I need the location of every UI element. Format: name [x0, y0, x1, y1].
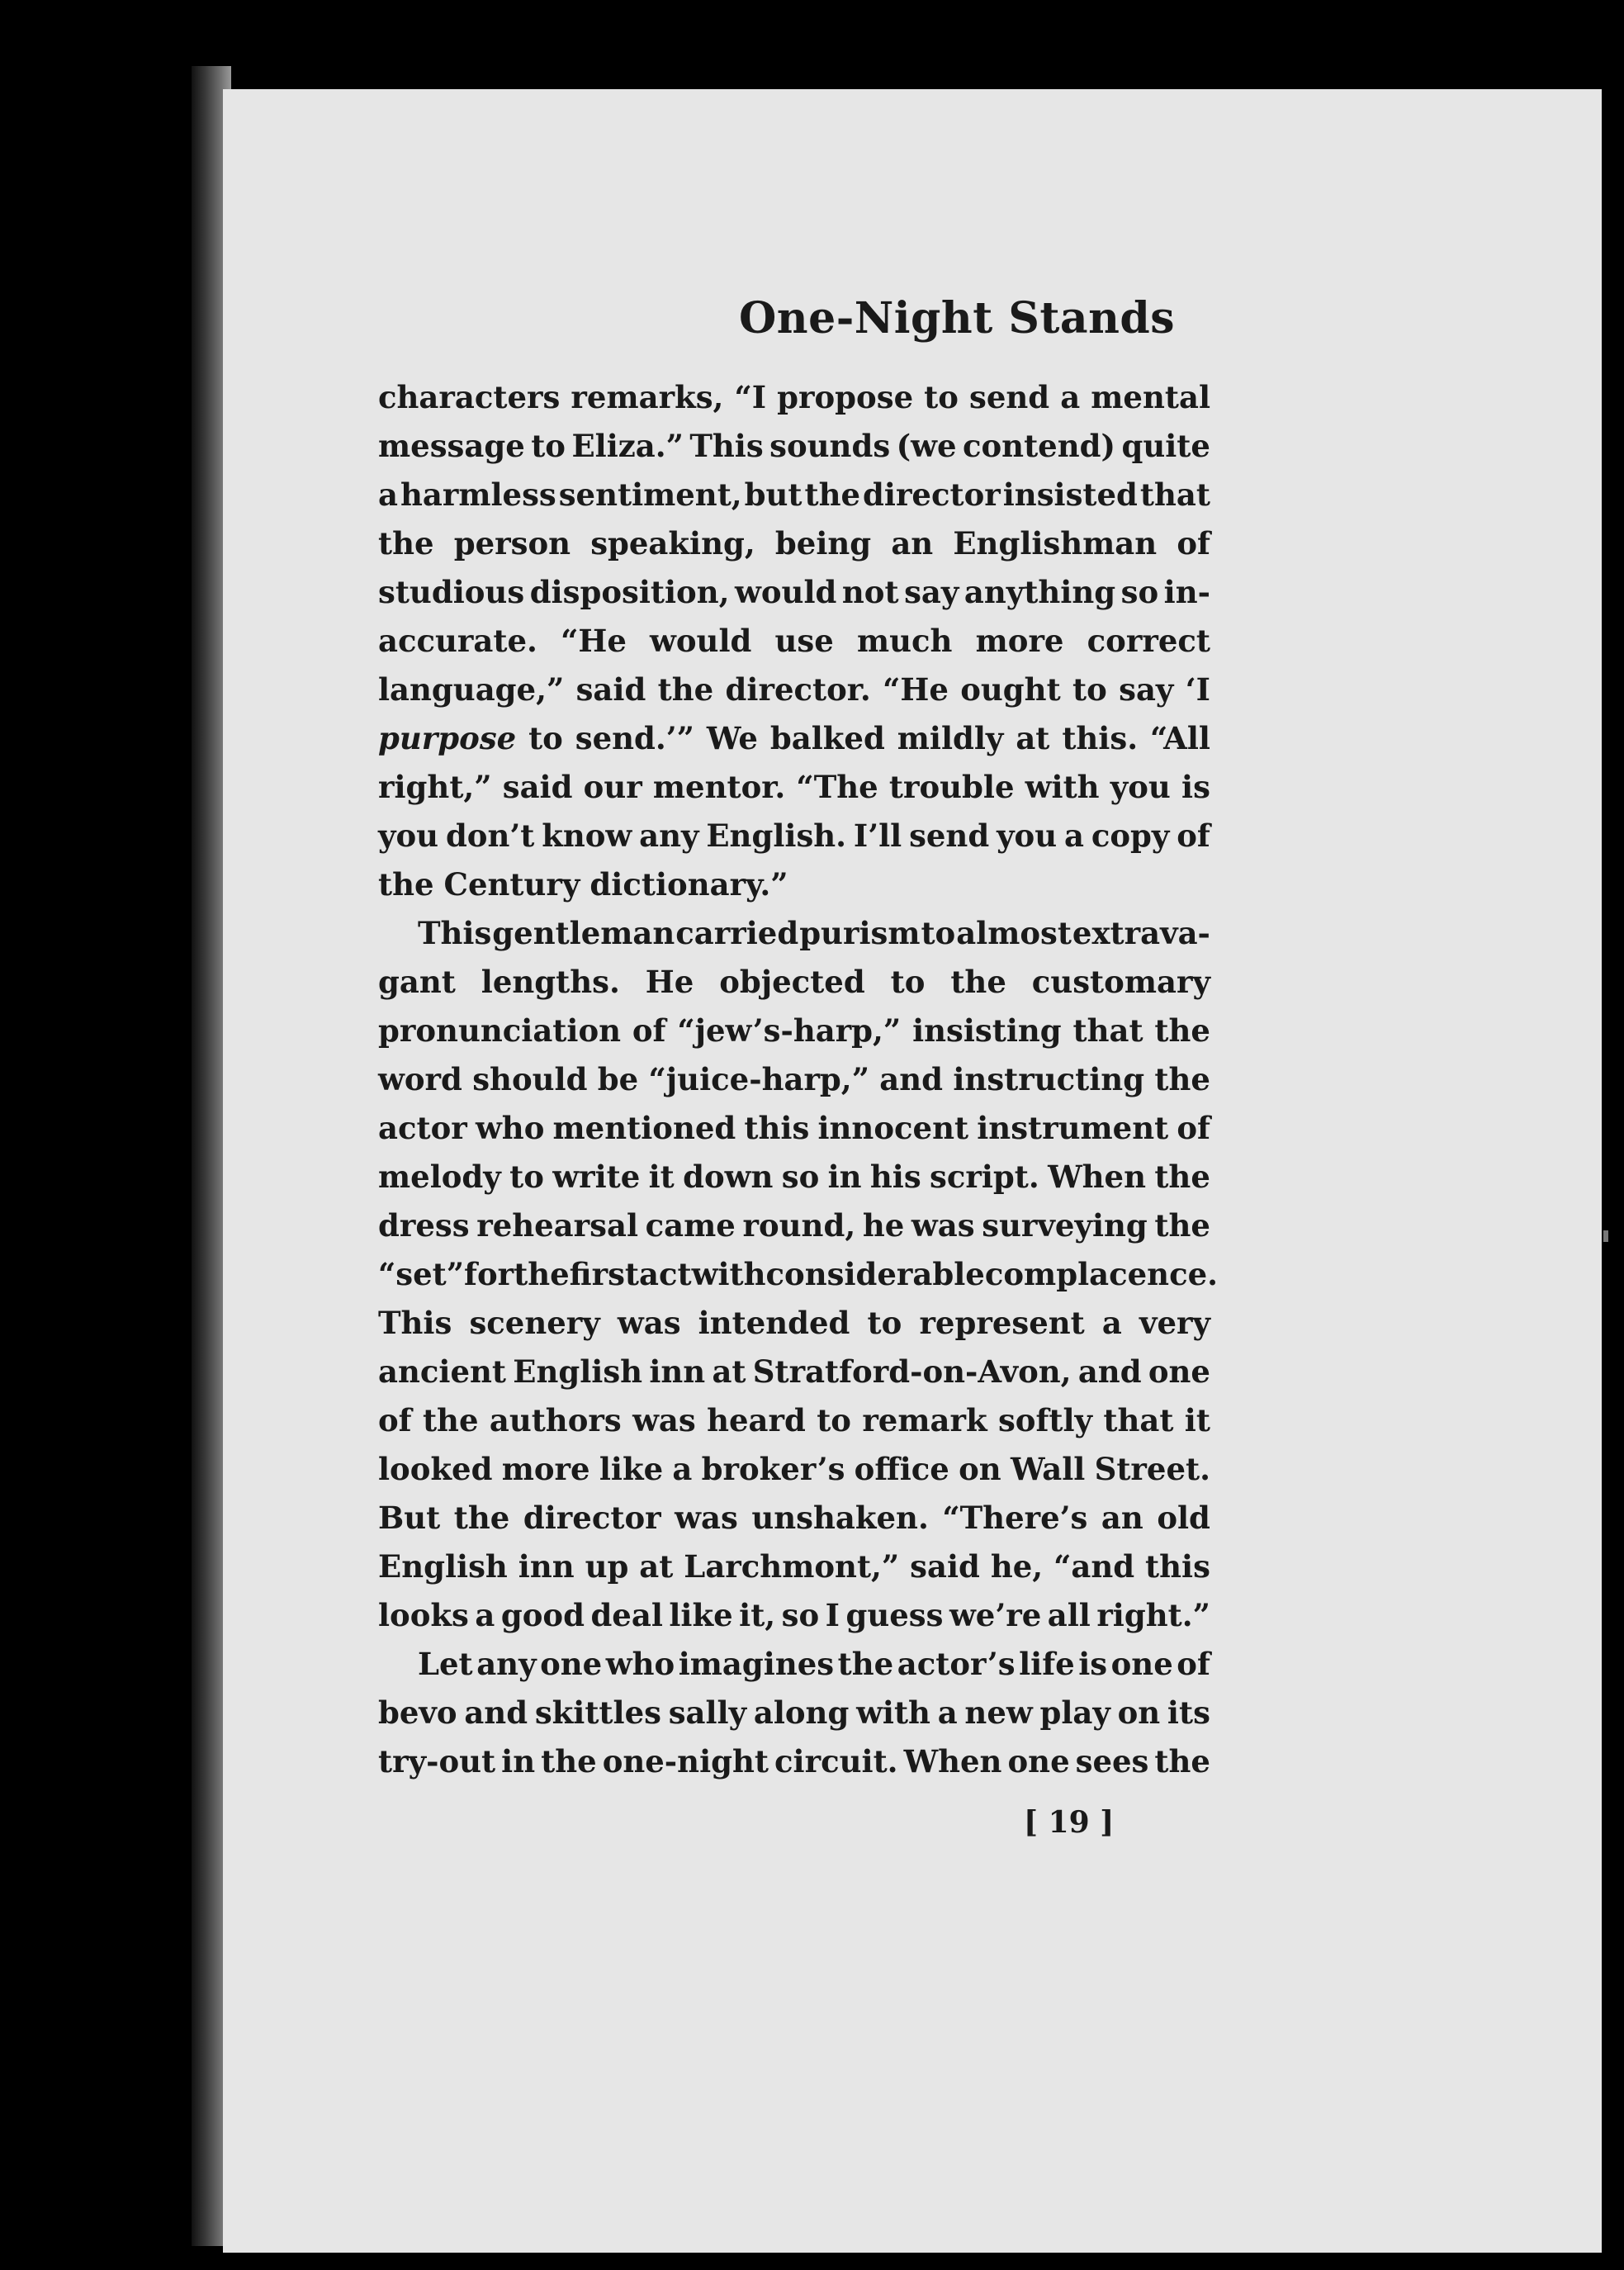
word: language,”: [378, 671, 565, 708]
word: correct: [1087, 623, 1210, 659]
word: the: [1154, 1012, 1210, 1049]
word: at: [712, 1353, 746, 1390]
word: actor’s: [897, 1646, 1016, 1682]
word: the: [804, 476, 861, 513]
word: play: [1039, 1694, 1110, 1731]
word: to: [921, 915, 956, 951]
word: “jew’s-harp,”: [677, 1012, 902, 1049]
text-line: [378, 714, 1210, 763]
word: so: [781, 1159, 820, 1195]
word: pronunciation: [378, 1012, 622, 1049]
word: When: [1048, 1159, 1146, 1195]
word: circuit.: [774, 1743, 898, 1780]
text-line: [378, 1201, 1210, 1250]
word: director: [523, 1500, 661, 1536]
word: “There’s: [942, 1500, 1088, 1536]
word: like: [599, 1451, 664, 1487]
word: balked: [769, 720, 885, 756]
word: you: [1110, 769, 1171, 805]
word: first: [569, 1256, 639, 1292]
word: down: [683, 1159, 774, 1195]
word: he,: [990, 1548, 1044, 1585]
word: (we: [896, 428, 957, 464]
word: on: [1117, 1694, 1161, 1731]
word: mental: [1091, 379, 1210, 415]
word: an: [1101, 1500, 1143, 1536]
word: it: [1184, 1402, 1210, 1438]
word: English.: [706, 817, 847, 854]
word: ‘I: [1185, 671, 1210, 708]
word: anything: [964, 574, 1116, 610]
text-line: [378, 666, 1210, 714]
word: who: [475, 1110, 545, 1146]
text-line: [378, 1250, 1219, 1299]
word: I’ll: [853, 817, 902, 854]
word: it: [648, 1159, 675, 1195]
word: say: [904, 574, 959, 610]
text-line: [378, 568, 1210, 617]
word: that: [1072, 1012, 1143, 1049]
word: He: [645, 964, 694, 1000]
word: When: [903, 1743, 1002, 1780]
word: message: [378, 428, 525, 464]
text-line: [378, 860, 1210, 909]
word: that: [1103, 1402, 1174, 1438]
text-line: [378, 812, 1210, 860]
word: mentioned: [552, 1110, 736, 1146]
word: and: [879, 1061, 944, 1097]
word: you: [378, 817, 439, 854]
word: try-out: [378, 1743, 496, 1780]
word: carried: [675, 915, 799, 951]
word: accurate.: [378, 623, 537, 659]
word: would: [650, 623, 752, 659]
word: new: [964, 1694, 1033, 1731]
word: broker’s: [701, 1451, 845, 1487]
word: Larchmont,”: [684, 1548, 900, 1585]
word: the: [837, 1646, 894, 1682]
word: almost: [956, 915, 1072, 951]
word: at: [1016, 720, 1050, 756]
page-edge-mark: [1603, 1230, 1608, 1242]
word: but: [744, 476, 803, 513]
word: harmless: [400, 476, 556, 513]
word: of: [1177, 1646, 1210, 1682]
word: was: [911, 1207, 975, 1244]
word: sees: [1075, 1743, 1149, 1780]
word: one: [1007, 1743, 1070, 1780]
word: all: [1047, 1597, 1091, 1633]
word: disposition,: [529, 574, 730, 610]
word: Century: [443, 866, 580, 903]
word: “and: [1053, 1548, 1135, 1585]
text-line: [378, 617, 1210, 666]
word: a: [937, 1694, 958, 1731]
word: act: [639, 1256, 692, 1292]
text-line: [378, 1737, 1210, 1786]
word: life: [1019, 1646, 1075, 1682]
word: speaking,: [590, 525, 755, 562]
word: old: [1157, 1500, 1210, 1536]
word: word: [378, 1061, 462, 1097]
word: mildly: [897, 720, 1004, 756]
word: he: [862, 1207, 905, 1244]
word: dress: [378, 1207, 470, 1244]
text-line: [378, 1591, 1210, 1640]
word: script.: [930, 1159, 1039, 1195]
word: person: [453, 525, 571, 562]
word: send.’”: [575, 720, 694, 756]
word: at: [639, 1548, 674, 1585]
word: any: [639, 817, 699, 854]
word: innocent: [817, 1110, 969, 1146]
word: lengths.: [481, 964, 620, 1000]
body-text: [378, 373, 1219, 1786]
word: “juice-harp,”: [648, 1061, 869, 1097]
word: quite: [1121, 428, 1210, 464]
word: heard: [707, 1402, 806, 1438]
word: with: [691, 1256, 766, 1292]
word: is: [1181, 769, 1210, 805]
word: our: [583, 769, 642, 805]
word: of: [1177, 817, 1210, 854]
word: “He: [561, 623, 627, 659]
word: remarks,: [571, 379, 724, 415]
word: director: [863, 476, 1001, 513]
word: came: [645, 1207, 736, 1244]
word: one: [540, 1646, 603, 1682]
word: this.: [1062, 720, 1139, 756]
word: is: [1078, 1646, 1108, 1682]
word: “set”: [378, 1256, 465, 1292]
word: to: [528, 720, 563, 756]
word: insisting: [912, 1012, 1062, 1049]
word: right.”: [1096, 1597, 1210, 1633]
text-line: [378, 1396, 1210, 1445]
text-line: [378, 909, 1210, 958]
word: its: [1167, 1694, 1210, 1731]
word: the: [378, 525, 434, 562]
text-line: [378, 1689, 1210, 1737]
word: was: [617, 1305, 681, 1341]
word: we’re: [949, 1597, 1042, 1633]
word: a: [672, 1451, 693, 1487]
word: any: [476, 1646, 537, 1682]
word: not: [841, 574, 899, 610]
word: insisted: [1002, 476, 1138, 513]
word: intended: [698, 1305, 850, 1341]
word: of: [1177, 525, 1210, 562]
text-line: [378, 373, 1210, 422]
word: the: [422, 1402, 479, 1438]
word: This: [418, 915, 492, 951]
word: of: [378, 1402, 412, 1438]
word: a: [378, 476, 398, 513]
word: along: [753, 1694, 850, 1731]
word: deal: [590, 1597, 663, 1633]
word: propose: [777, 379, 914, 415]
word: “I: [734, 379, 767, 415]
text-line: [378, 1445, 1210, 1494]
word: a: [1060, 379, 1081, 415]
word: the: [378, 866, 434, 903]
word: you: [997, 817, 1058, 854]
word: who: [605, 1646, 675, 1682]
word: director.: [725, 671, 871, 708]
word: this: [744, 1110, 810, 1146]
word: to: [531, 428, 566, 464]
word: skittles: [534, 1694, 661, 1731]
word: a: [475, 1597, 495, 1633]
word: Stratford-on-Avon,: [752, 1353, 1072, 1390]
text-line: [378, 1543, 1210, 1591]
word: looked: [378, 1451, 493, 1487]
word: to: [890, 964, 926, 1000]
word: scenery: [469, 1305, 600, 1341]
word: We: [706, 720, 758, 756]
word: with: [1025, 769, 1100, 805]
word: a: [1101, 1305, 1122, 1341]
word: remark: [862, 1402, 987, 1438]
word: one: [1148, 1353, 1210, 1390]
word: the: [950, 964, 1006, 1000]
word: much: [856, 623, 953, 659]
word: be: [597, 1061, 639, 1097]
word: guess: [845, 1597, 944, 1633]
word: Eliza.”: [571, 428, 684, 464]
word: mentor.: [652, 769, 786, 805]
word: the: [1154, 1743, 1210, 1780]
word: so: [781, 1597, 820, 1633]
word: like: [669, 1597, 733, 1633]
left-page-edge: [0, 74, 192, 2254]
word: bevo: [378, 1694, 457, 1731]
word: a: [1064, 817, 1084, 854]
word: an: [891, 525, 934, 562]
word: it,: [739, 1597, 776, 1633]
word: for: [464, 1256, 514, 1292]
word: “The: [796, 769, 878, 805]
word: with: [856, 1694, 930, 1731]
word: extrava-: [1072, 915, 1210, 951]
text-line: [378, 1299, 1210, 1348]
word: surveying: [982, 1207, 1148, 1244]
word: copy: [1091, 817, 1170, 854]
word: and: [464, 1694, 528, 1731]
word: would: [735, 574, 837, 610]
word: on: [959, 1451, 1001, 1487]
word: more: [975, 623, 1064, 659]
word: this: [1145, 1548, 1210, 1585]
word: instructing: [953, 1061, 1145, 1097]
word: send: [969, 379, 1050, 415]
word: softly: [997, 1402, 1093, 1438]
word: dictionary.”: [589, 866, 788, 903]
word: being: [774, 525, 872, 562]
word: don’t: [445, 817, 535, 854]
text-line: [378, 1153, 1210, 1201]
word: I: [825, 1597, 840, 1633]
word: Street.: [1094, 1451, 1210, 1487]
word: to: [509, 1159, 544, 1195]
text-line: [378, 763, 1210, 812]
word: inn: [649, 1353, 706, 1390]
italic-word: purpose: [378, 720, 517, 756]
word: trouble: [888, 769, 1015, 805]
text-line: [378, 422, 1210, 471]
word: But: [378, 1500, 441, 1536]
word: objected: [719, 964, 865, 1000]
word: one-night: [602, 1743, 769, 1780]
word: send: [909, 817, 990, 854]
word: represent: [919, 1305, 1085, 1341]
word: in-: [1163, 574, 1210, 610]
word: to: [817, 1402, 851, 1438]
word: English: [513, 1353, 643, 1390]
word: of: [1177, 1110, 1210, 1146]
word: rehearsal: [476, 1207, 639, 1244]
word: This: [689, 428, 764, 464]
word: actor: [378, 1110, 467, 1146]
word: was: [675, 1500, 738, 1536]
word: Let: [418, 1646, 473, 1682]
word: to: [924, 379, 959, 415]
word: very: [1139, 1305, 1210, 1341]
word: said: [910, 1548, 980, 1585]
word: inn: [518, 1548, 575, 1585]
word: sally: [668, 1694, 747, 1731]
word: studious: [378, 574, 525, 610]
page-number: [ 19 ]: [1024, 1805, 1115, 1840]
word: in: [501, 1743, 536, 1780]
word: the: [514, 1256, 570, 1292]
word: said: [502, 769, 573, 805]
word: in: [827, 1159, 862, 1195]
word: round,: [742, 1207, 856, 1244]
word: ought: [960, 671, 1061, 708]
text-line: [378, 958, 1210, 1007]
word: This: [378, 1305, 452, 1341]
word: said: [575, 671, 646, 708]
word: the: [541, 1743, 597, 1780]
word: one: [1110, 1646, 1173, 1682]
word: melody: [378, 1159, 501, 1195]
word: the: [657, 671, 714, 708]
word: say: [1119, 671, 1174, 708]
word: authors: [489, 1402, 622, 1438]
text-line: [378, 1494, 1210, 1543]
text-line: [378, 1007, 1210, 1055]
word: use: [774, 623, 834, 659]
word: considerable: [765, 1256, 985, 1292]
word: to: [867, 1305, 902, 1341]
word: know: [542, 817, 632, 854]
word: the: [453, 1500, 510, 1536]
word: should: [472, 1061, 588, 1097]
word: unshaken.: [751, 1500, 929, 1536]
word: the: [1154, 1061, 1210, 1097]
word: of: [632, 1012, 666, 1049]
word: imagines: [678, 1646, 835, 1682]
word: contend): [962, 428, 1115, 464]
word: “He: [883, 671, 949, 708]
word: Wall: [1010, 1451, 1086, 1487]
word: gentleman: [492, 915, 675, 951]
word: that: [1139, 476, 1210, 513]
word: ancient: [378, 1353, 506, 1390]
word: purism: [799, 915, 921, 951]
running-head: One-Night Stands: [739, 293, 1176, 344]
text-line: [378, 1640, 1210, 1689]
word: more: [501, 1451, 590, 1487]
word: his: [869, 1159, 921, 1195]
word: the: [1154, 1207, 1210, 1244]
text-line: [378, 1348, 1210, 1396]
word: English: [378, 1548, 508, 1585]
word: up: [585, 1548, 629, 1585]
word: characters: [378, 379, 561, 415]
word: and: [1077, 1353, 1142, 1390]
word: the: [1154, 1159, 1210, 1195]
word: instrument: [977, 1110, 1169, 1146]
word: right,”: [378, 769, 492, 805]
word: “All: [1149, 720, 1210, 756]
word: so: [1120, 574, 1159, 610]
word: looks: [378, 1597, 469, 1633]
word: gant: [378, 964, 456, 1000]
word: write: [552, 1159, 641, 1195]
word: Englishman: [953, 525, 1158, 562]
word: to: [1072, 671, 1107, 708]
text-line: [378, 519, 1210, 568]
word: customary: [1031, 964, 1210, 1000]
word: complacence.: [984, 1256, 1219, 1292]
text-line: [378, 1055, 1210, 1104]
word: sounds: [769, 428, 891, 464]
word: office: [854, 1451, 949, 1487]
word: good: [500, 1597, 585, 1633]
text-line: [378, 471, 1210, 519]
text-line: [378, 1104, 1210, 1153]
word: was: [632, 1402, 696, 1438]
word: sentiment,: [558, 476, 742, 513]
